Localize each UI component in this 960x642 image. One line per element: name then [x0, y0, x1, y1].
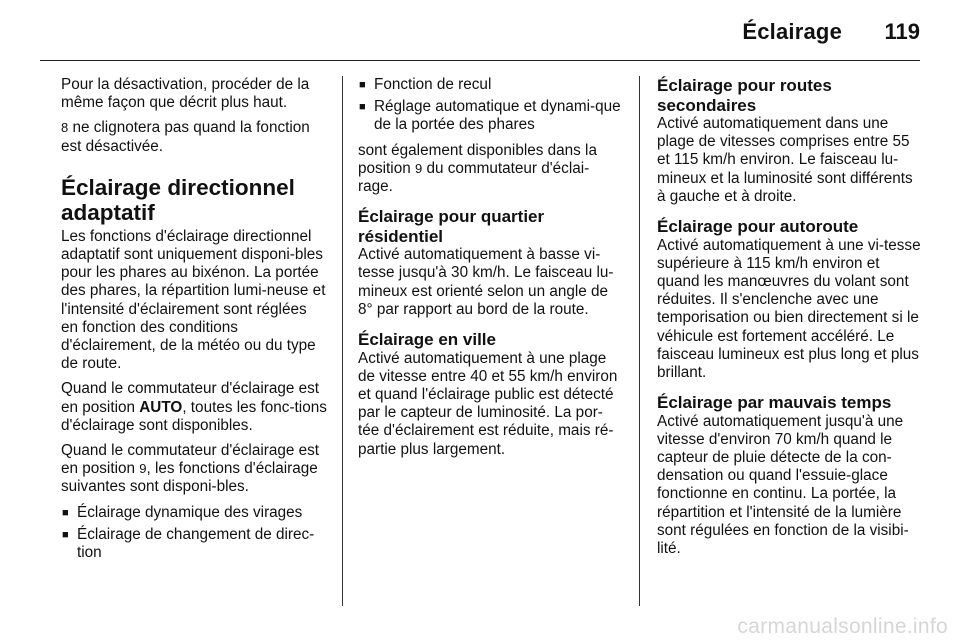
bullet-square-icon: ■: [359, 101, 366, 114]
auto-label: AUTO: [139, 398, 183, 416]
list-item: [358, 98, 622, 134]
column-divider-1: [342, 76, 343, 606]
bullet-list-2: [358, 76, 622, 135]
list-item-text: Réglage automatique et dynami-que de la portée des phares: [374, 98, 621, 134]
watermark-text: carmanualsonline.info: [737, 615, 948, 638]
paragraph-also-available: [358, 142, 622, 197]
paragraph-low-beam-position: [61, 442, 327, 497]
bullet-list-1: [61, 504, 327, 563]
column-2: [358, 76, 622, 466]
paragraph-city: Activé automatiquement à une plage de vitesse entre 40 et 55 km/h environ et quand l'éclairage public est détecté par le capteur de luminosité. La por-tée d'éclairement est réduite, mais ré-partie plus largement.: [358, 349, 618, 458]
paragraph-bad-weather: Activé automatiquement jusqu'à une vitesse d'environ 70 km/h quand le capteur de pluie détecte de la con-densation ou quand l'essuie-glace fonctionne en continu. La portée, la répartition et l'intensité de la lumière sont régulées en fonction de la visibi-lité.: [657, 412, 909, 558]
list-item: [61, 526, 327, 562]
column-1: [61, 76, 327, 569]
subheading-motorway: Éclairage pour autoroute: [657, 217, 859, 237]
subheading-city: Éclairage en ville: [358, 330, 496, 350]
text-segment: Quand le commutateur d'éclairage est en position: [61, 380, 320, 416]
column-3: [657, 76, 923, 565]
text-segment: , toutes les fonc-tions d'éclairage sont disponibles.: [61, 398, 327, 434]
list-item-text: Éclairage de changement de direc-tion: [77, 525, 315, 562]
paragraph-secondary-roads: Activé automatiquement dans une plage de vitesses comprises entre 55 et 115 km/h environ. Le faisceau lu-mineux et la luminosité sont différents à gauche et à droite.: [657, 115, 913, 205]
page-number: 119: [884, 19, 920, 44]
bullet-square-icon: ■: [359, 79, 366, 91]
column-divider-2: [639, 76, 640, 606]
low-beam-icon: 9: [414, 160, 423, 176]
paragraph-auto-position: [61, 380, 327, 435]
paragraph-motorway: Activé automatiquement à une vi-tesse supérieure à 115 km/h environ et quand les manœuvres du volant sont réduites. Il s'enclenche avec une temporisation ou bien directement si le véhicule est fortement accéléré. Le faisceau lumineux est plus long et plus brillant.: [657, 236, 921, 381]
paragraph-indicator-text: ne clignotera pas quand la fonction est désactivée.: [61, 119, 310, 155]
paragraph-residential: Activé automatiquement à basse vi-tesse jusqu'à 30 km/h. Le faisceau lu-mineux est orienté selon un angle de 8° par rapport au bord de la route.: [358, 246, 614, 318]
header-rule: [40, 60, 920, 61]
bullet-square-icon: ■: [62, 528, 69, 541]
page-header: [0, 0, 960, 60]
list-item-text: Fonction de recul: [374, 76, 492, 93]
low-beam-icon: 9: [139, 461, 147, 477]
page-title: Éclairage: [742, 19, 842, 44]
paragraph-adaptive-intro: Les fonctions d'éclairage directionnel adaptatif sont uniquement disponi-bles pour les phares au bixénon. La portée des phares, la répartition lumi-neuse et l'intensité d'éclairement sont réglées en fonction des conditions d'éclairement, de la météo ou du type de route.: [61, 227, 326, 373]
bullet-square-icon: ■: [62, 506, 69, 519]
subheading-residential: Éclairage pour quartier résidentiel: [358, 207, 545, 246]
section-heading-adaptive: Éclairage directionnel adaptatif: [61, 174, 295, 225]
list-item-text: Éclairage dynamique des virages: [77, 503, 303, 521]
list-item: [358, 76, 622, 94]
text-segment: sont également disponibles dans la position: [358, 141, 597, 177]
text-segment: , les fonctions d'éclairage suivantes sont disponi-bles.: [61, 460, 318, 496]
subheading-secondary-roads: Éclairage pour routes secondaires: [657, 76, 832, 115]
text-segment: Quand le commutateur d'éclairage est en position: [61, 442, 320, 478]
subheading-bad-weather: Éclairage par mauvais temps: [657, 393, 892, 413]
adaptive-light-indicator-icon: 8: [61, 120, 69, 136]
paragraph-indicator: [61, 119, 327, 155]
text-segment: du commutateur d'éclai-rage.: [358, 159, 590, 196]
list-item: [61, 504, 327, 522]
paragraph-deactivation: Pour la désactivation, procéder de la même façon que décrit plus haut.: [61, 76, 310, 112]
